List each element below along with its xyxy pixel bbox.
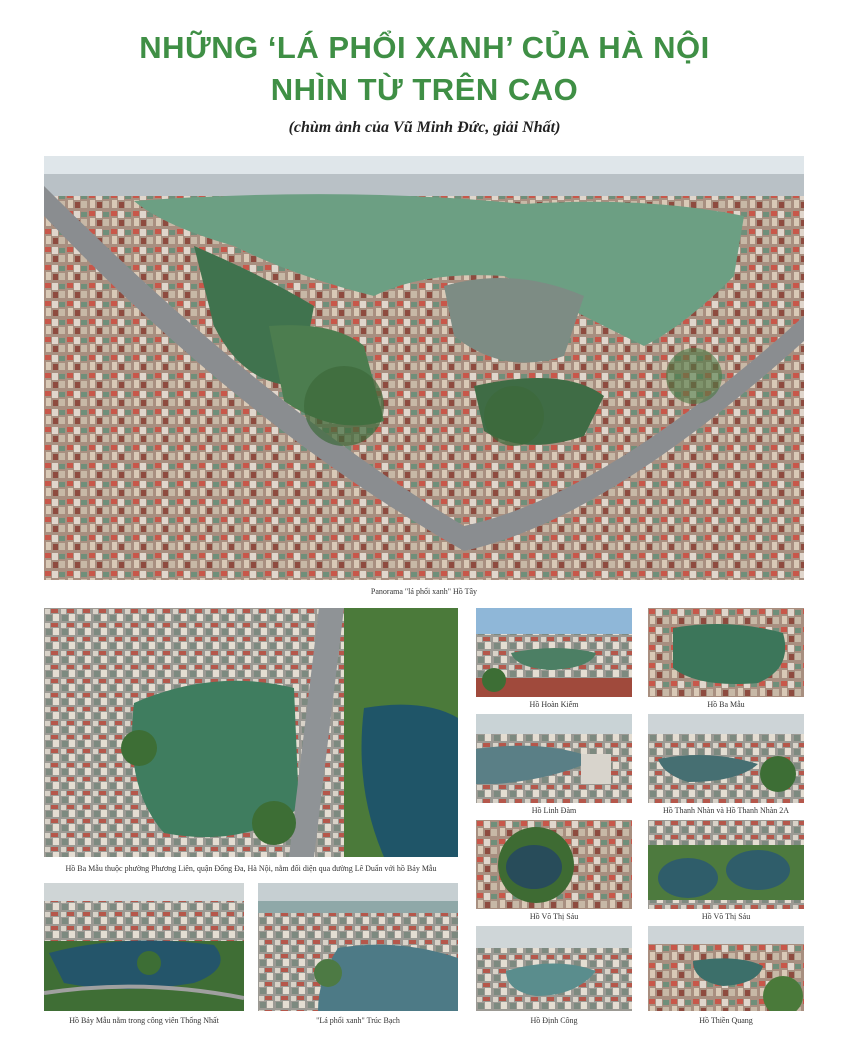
truc-bach-photo [258,883,458,1011]
caption-dinh-cong: Hồ Định Công [530,1016,578,1025]
bay-mau-photo [44,883,244,1011]
caption-panorama: Panorama "lá phổi xanh" Hồ Tây [370,587,478,596]
thanh-nhan-photo [648,714,804,803]
caption-ba-mau-large: Hồ Ba Mẫu thuộc phường Phương Liên, quận Đống Đa, Hà Nội, nằm đối diện qua đường Lê Duẩn với hồ Bảy Mẫu [65,864,437,873]
dinh-cong-photo [476,926,632,1011]
caption-ba-mau: Hồ Ba Mẫu [707,700,745,709]
thien-quang-photo [648,926,804,1011]
caption-truc-bach: "Lá phổi xanh" Trúc Bạch [316,1016,400,1025]
linh-dam-photo [476,714,632,803]
vo-thi-sau-photo-2 [648,820,804,909]
page-title-line-1: NHỮNG ‘LÁ PHỔI XANH’ CỦA HÀ NỘI [139,30,710,65]
caption-bay-mau: Hồ Bảy Mẫu nằm trong công viên Thống Nhất [69,1016,219,1025]
hoan-kiem-photo [476,608,632,697]
page-subtitle: (chùm ảnh của Vũ Minh Đức, giải Nhất) [288,119,561,136]
caption-vo-thi-sau-2: Hồ Võ Thị Sáu [701,912,751,921]
vo-thi-sau-photo-1 [476,820,632,909]
caption-thien-quang: Hồ Thiền Quang [699,1016,753,1025]
caption-linh-dam: Hồ Linh Đàm [531,806,577,815]
caption-vo-thi-sau-1: Hồ Võ Thị Sáu [529,912,579,921]
caption-thanh-nhan: Hồ Thanh Nhàn và Hồ Thanh Nhàn 2A [662,806,790,815]
page-title-line-2: NHÌN TỪ TRÊN CAO [270,72,579,107]
caption-hoan-kiem: Hồ Hoàn Kiếm [529,700,579,709]
panorama-ho-tay-photo [44,156,804,580]
ba-mau-large-photo [44,608,458,857]
ba-mau-photo [648,608,804,697]
